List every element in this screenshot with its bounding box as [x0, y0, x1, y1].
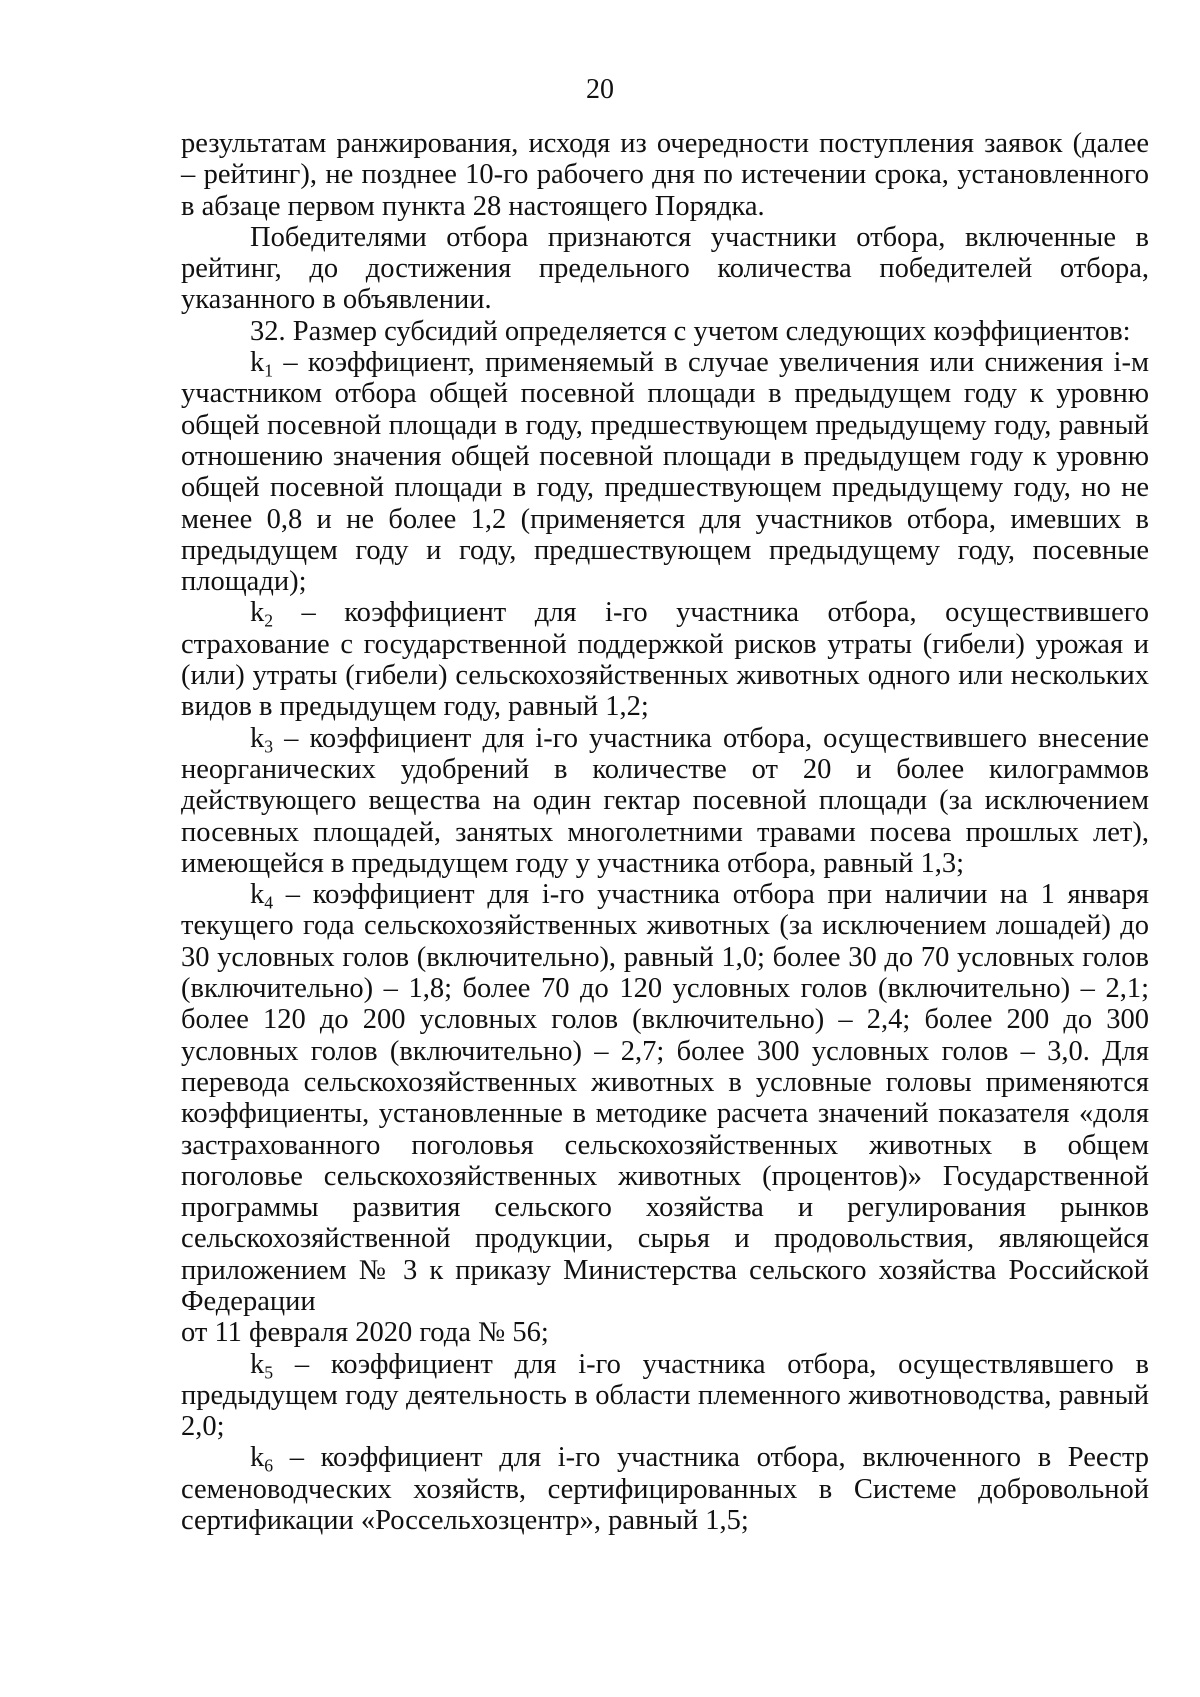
coefficient-description: – коэффициент для i-го участника отбора, включенного в Реестр семеноводческих хозяйств, сертифицированных в Системе добровольной сертификации «Россельхозцентр», равный 1,5; [181, 1442, 1149, 1537]
coefficient-description: – коэффициент, применяемый в случае увеличения или снижения i-м участником отбора общей посевной площади в предыдущем году к уровню общей посевной площади в году, предшествующем предыдущему году, равный отношению значения общей посевной площади в предыдущем году к уровню общей посевной площади в году, предшествующем предыдущему году, но не менее 0,8 и не более 1,2 (применяется для участников отбора, имевших в предыдущем году и году, предшествующем предыдущему году, посевные площади); [181, 347, 1149, 598]
coefficient-k4-continuation: от 11 февраля 2020 года № 56; [181, 1317, 549, 1349]
coefficient-k3-paragraph [181, 723, 1149, 879]
coefficient-k2-paragraph [181, 597, 1149, 722]
coefficient-k6-paragraph [181, 1442, 1149, 1536]
paragraph-winners: Победителями отбора признаются участники отбора, включенные в рейтинг, до достижения предельного количества победителей отбора, указанного в объявлении. [181, 221, 1149, 316]
page-number: 20 [586, 74, 614, 105]
coefficient-description: – коэффициент для i-го участника отбора, осуществившего внесение неорганических удобрений в количестве от 20 и более килограммов действующего вещества на один гектар посевной площади (за исключением посевных площадей, занятых многолетними травами посева прошлых лет), имеющейся в предыдущем году у участника отбора, равный 1,3; [181, 722, 1149, 879]
coefficient-k5-paragraph [181, 1349, 1149, 1443]
coefficient-symbol: $k_2$ [250, 597, 274, 631]
coefficient-k4-paragraph [181, 879, 1149, 1317]
coefficient-symbol: $k_5$ [250, 1348, 274, 1382]
coefficient-description: – коэффициент для i-го участника отбора при наличии на 1 января текущего года сельскохозяйственных животных (за исключением лошадей) до 30 условных голов (включительно), равный 1,0; более 30 до 70 условных голов (включительно) – 1,8; более 70 до 120 условных голов (включительно) – 2,1; более 120 до 200 условных голов (включительно) – 2,4; более 200 до 300 условных голов (включительно) – 2,7; более 300 условных голов – 3,0. Для перевода сельскохозяйственных животных в условные головы применяются коэффициенты, установленные в методике расчета значений показателя «доля застрахованного поголовья сельскохозяйственных животных в общем поголовье сельскохозяйственных животных (процентов)» Государственной программы развития сельского хозяйства и регулирования рынков сельскохозяйственной продукции, сырья и продовольствия, являющейся приложением № 3 к приказу Министерства сельского хозяйства Российской Федерации [181, 879, 1149, 1317]
coefficient-symbol: $k_4$ [250, 879, 274, 913]
coefficient-k1-paragraph [181, 347, 1149, 597]
coefficient-description: – коэффициент для i-го участника отбора, осуществлявшего в предыдущем году деятельность в области племенного животноводства, равный 2,0; [181, 1348, 1149, 1443]
document-body [181, 128, 1149, 1536]
paragraph-item-32: 32. Размер субсидий определяется с учетом следующих коэффициентов: [250, 315, 1131, 347]
coefficient-symbol: $k_1$ [250, 347, 274, 381]
paragraph-ranking: результатам ранжирования, исходя из очередности поступления заявок (далее – рейтинг), не позднее 10-го рабочего дня по истечении срока, установленного в абзаце первом пункта 28 настоящего Порядка. [181, 128, 1149, 222]
coefficient-symbol: $k_3$ [250, 722, 274, 756]
coefficient-description: – коэффициент для i-го участника отбора, осуществившего страхование с государственной поддержкой рисков утраты (гибели) урожая и (или) утраты (гибели) сельскохозяйственных животных одного или нескольких видов в предыдущем году, равный 1,2; [181, 597, 1149, 723]
coefficient-symbol: $k_6$ [250, 1442, 274, 1476]
